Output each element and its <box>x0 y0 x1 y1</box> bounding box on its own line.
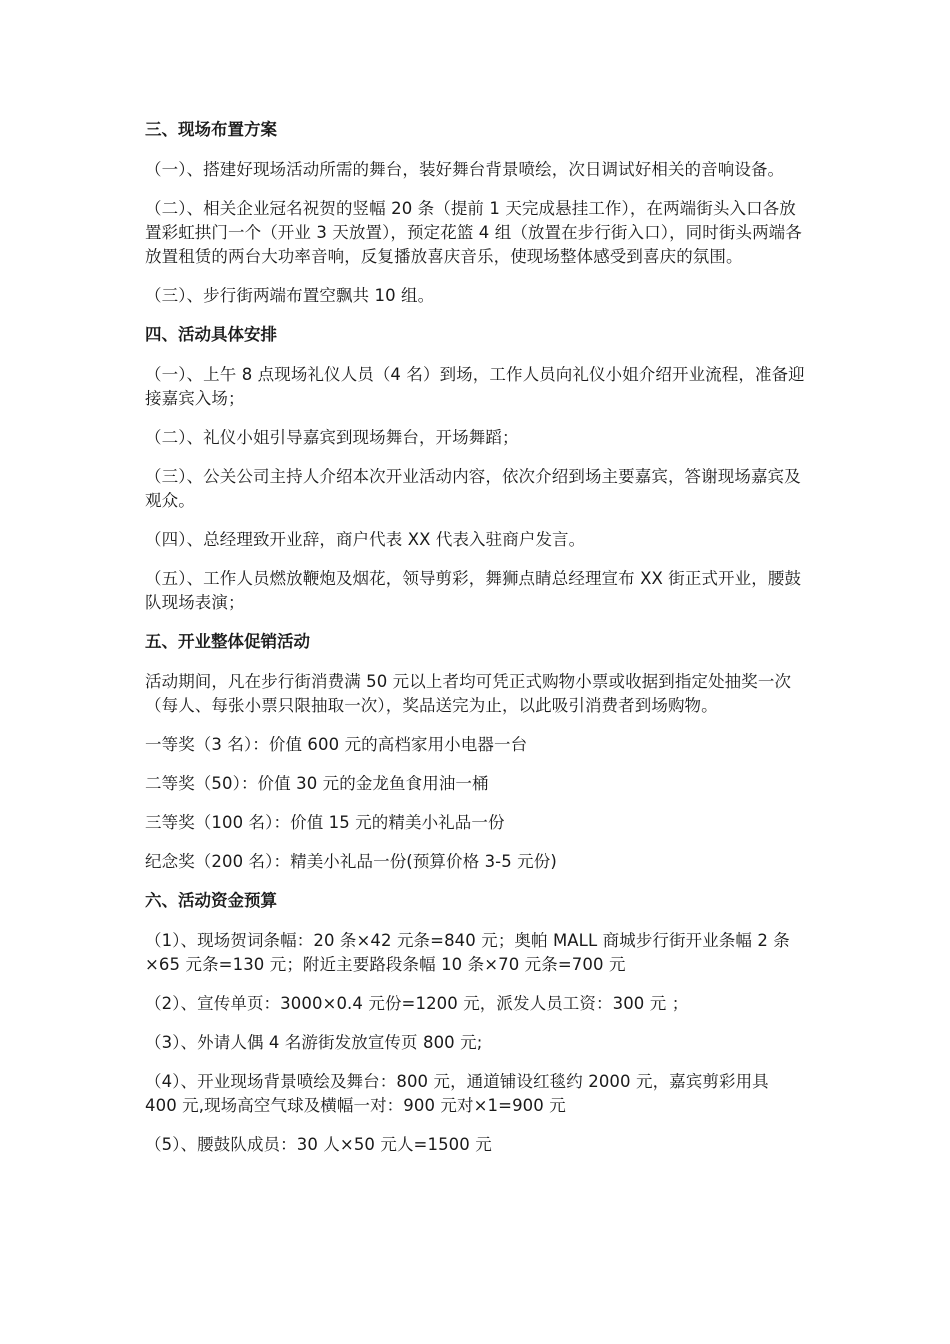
budget-item: （5）、腰鼓队成员：30 人×50 元人=1500 元 <box>145 1135 492 1154</box>
prize-item: 纪念奖（200 名）：精美小礼品一份(预算价格 3-5 元份) <box>145 852 557 871</box>
budget-item: （2）、宣传单页：3000×0.4 元份=1200 元，派发人员工资：300 元 ； <box>145 994 689 1013</box>
budget-item: （4）、开业现场背景喷绘及舞台：800 元，通道铺设红毯约 2000 元，嘉宾剪彩用具 400 元,现场高空气球及横幅一对：900 元对×1=900 元 <box>145 1072 769 1115</box>
prize-item: 三等奖（100 名）：价值 15 元的精美小礼品一份 <box>145 813 505 832</box>
section-heading: 六、活动资金预算 <box>145 891 277 910</box>
section-heading: 三、现场布置方案 <box>145 120 277 139</box>
document-body <box>145 118 805 1172</box>
paragraph: （三）、步行街两端布置空飘共 10 组。 <box>145 286 435 305</box>
paragraph: （五）、工作人员燃放鞭炮及烟花，领导剪彩，舞狮点睛总经理宣布 XX 街正式开业，腰鼓队现场表演； <box>145 569 802 612</box>
section-heading: 四、活动具体安排 <box>145 325 277 344</box>
prize-item: 一等奖（3 名）：价值 600 元的高档家用小电器一台 <box>145 735 528 754</box>
paragraph: （一）、搭建好现场活动所需的舞台，装好舞台背景喷绘，次日调试好相关的音响设备。 <box>145 160 785 179</box>
prize-item: 二等奖（50）：价值 30 元的金龙鱼食用油一桶 <box>145 774 489 793</box>
section-heading: 五、开业整体促销活动 <box>145 632 310 651</box>
paragraph: （一）、上午 8 点现场礼仪人员（4 名）到场，工作人员向礼仪小姐介绍开业流程，准备迎接嘉宾入场； <box>145 365 805 408</box>
paragraph: （二）、相关企业冠名祝贺的竖幅 20 条（提前 1 天完成悬挂工作），在两端街头入口各放置彩虹拱门一个（开业 3 天放置），预定花篮 4 组（放置在步行街入口），同时街头两端各放置租赁的两台大功率音响，反复播放喜庆音乐，使现场整体感受到喜庆的氛围。 <box>145 199 802 266</box>
paragraph: （二）、礼仪小姐引导嘉宾到现场舞台，开场舞蹈； <box>145 428 519 447</box>
paragraph: （四）、总经理致开业辞，商户代表 XX 代表入驻商户发言。 <box>145 530 586 549</box>
paragraph: 活动期间，凡在步行街消费满 50 元以上者均可凭正式购物小票或收据到指定处抽奖一次（每人、每张小票只限抽取一次），奖品送完为止，以此吸引消费者到场购物。 <box>145 672 792 715</box>
budget-item: （1）、现场贺词条幅：20 条×42 元条=840 元；奥帕 MALL 商城步行街开业条幅 2 条×65 元条=130 元；附近主要路段条幅 10 条×70 元条=700 元 <box>145 931 790 974</box>
budget-item: （3）、外请人偶 4 名游街发放宣传页 800 元; <box>145 1033 483 1052</box>
paragraph: （三）、公关公司主持人介绍本次开业活动内容，依次介绍到场主要嘉宾，答谢现场嘉宾及观众。 <box>145 467 801 510</box>
